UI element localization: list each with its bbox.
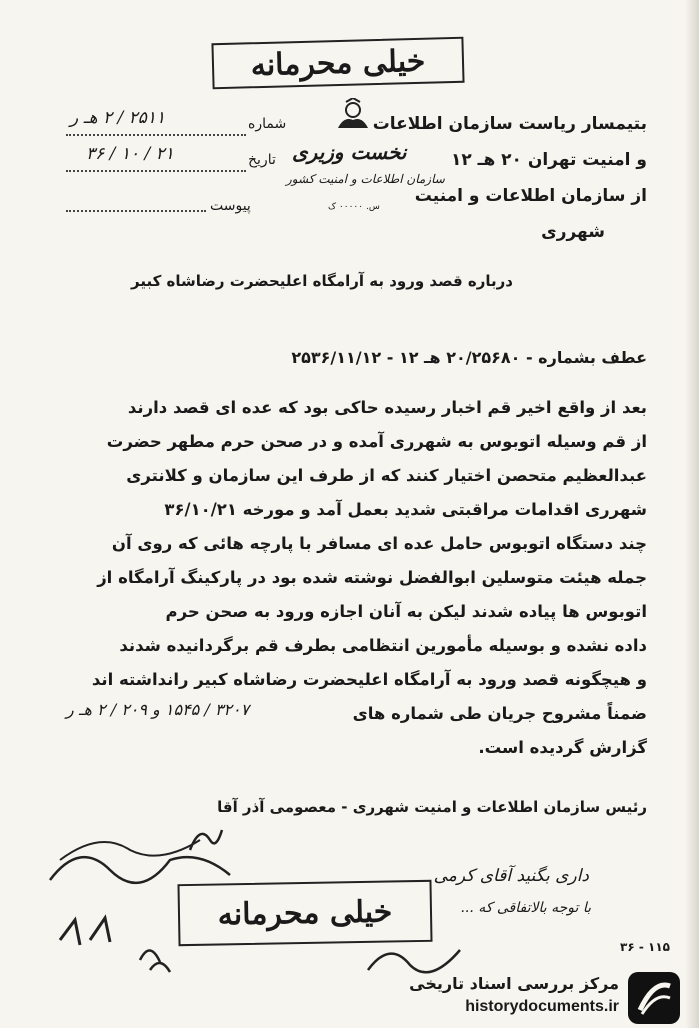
number-label: شماره (248, 116, 287, 132)
body-line-3: عبدالعظیم متحصن اختیار کنند که از طرف این سازمان و کلانتری (126, 466, 647, 485)
attachment-dotted-line (66, 210, 206, 212)
body-line-7: اتوبوس ها پیاده شدند لیکن به آنان اجازه ورود به صحن حرم (165, 602, 647, 621)
date-dotted-line (66, 170, 246, 172)
ministry-code: س. ۰۰۰۰۰ ک (328, 202, 380, 212)
lion-sun-emblem-icon (332, 98, 374, 134)
recipient-line: بتیمسار ریاست سازمان اطلاعات (372, 114, 647, 134)
body-line-4: شهرری اقدامات مراقبتی شدید بعمل آمد و مورخه ۳۶/۱۰/۲۱ (164, 500, 647, 519)
recipient-city-line: و امنیت تهران ۲۰ هـ ۱۲ (450, 150, 647, 170)
archive-org-name: مرکز بررسی اسناد تاریخی (409, 974, 619, 993)
handwritten-report-numbers: ۳۲۰۷ / ۱۵۴۵ و ۲۰۹ / ۲ هـ ر (66, 700, 250, 719)
reference-line: عطف بشماره - ۲۰/۲۵۶۸۰ هـ ۱۲ - ۲۵۳۶/۱۱/۱۲ (291, 348, 647, 367)
bottom-confidential-stamp: خیلی محرمانه (177, 880, 432, 946)
subject-line: درباره قصد ورود به آرامگاه اعلیحضرت رضاشاه کبیر (131, 272, 513, 290)
sender-line: از سازمان اطلاعات و امنیت (414, 186, 647, 206)
date-label: تاریخ (248, 152, 276, 168)
top-confidential-stamp: خیلی محرمانه (211, 37, 464, 90)
body-line-11: گزارش گردیده است. (478, 738, 647, 757)
signature-line: رئیس سازمان اطلاعات و امنیت شهرری - معصومی آذر آقا (217, 798, 647, 816)
handwritten-note-line-1: داری بگنید آقای کرمی (433, 866, 589, 886)
attachment-label: پیوست (210, 198, 251, 214)
archive-website: historydocuments.ir (465, 998, 619, 1015)
small-signature-icon (186, 820, 226, 860)
archive-logo-icon (626, 970, 682, 1026)
body-line-9: و هیچگونه قصد ورود به آرامگاه اعلیحضرت رضاشاه کبیر رانداشته اند (91, 670, 647, 689)
handwritten-note-line-2: با توجه بالاتفاقی که ... (460, 900, 591, 916)
body-line-8: داده نشده و بوسیله مأمورین انتظامی بطرف قم برگردانیده شدند (119, 636, 647, 655)
body-line-10: ضمناً مشروح جریان طی شماره های (352, 704, 647, 723)
page-number: ۱۱۵ - ۳۶ (620, 940, 670, 954)
sender-city-line: شهرری (541, 222, 605, 242)
body-line-6: جمله هیئت متوسلین ابوالفضل نوشته شده بود در پارکینگ آرامگاه از (97, 568, 647, 587)
body-line-5: چند دستگاه اتوبوس حامل عده ای مسافر با پارچه هائی که روی آن (111, 534, 647, 553)
ministry-title: نخست وزیری (292, 140, 407, 164)
handwritten-initials-icon (50, 900, 180, 990)
date-value: ۲۱ / ۱۰ / ۳۶ (86, 144, 174, 164)
page-edge-shadow (685, 0, 699, 1028)
number-dotted-line (66, 134, 246, 136)
body-line-2: از قم وسیله اتوبوس به شهرری آمده و در صحن حرم مطهر حضرت (106, 432, 647, 451)
ministry-subtitle: سازمان اطلاعات و امنیت کشور (286, 172, 445, 186)
body-line-1: بعد از واقع اخیر قم اخبار رسیده حاکی بود که عده ای قصد دارند (127, 398, 647, 417)
number-value: ۲۵۱۱ / ۲ هـ ر (70, 108, 166, 128)
